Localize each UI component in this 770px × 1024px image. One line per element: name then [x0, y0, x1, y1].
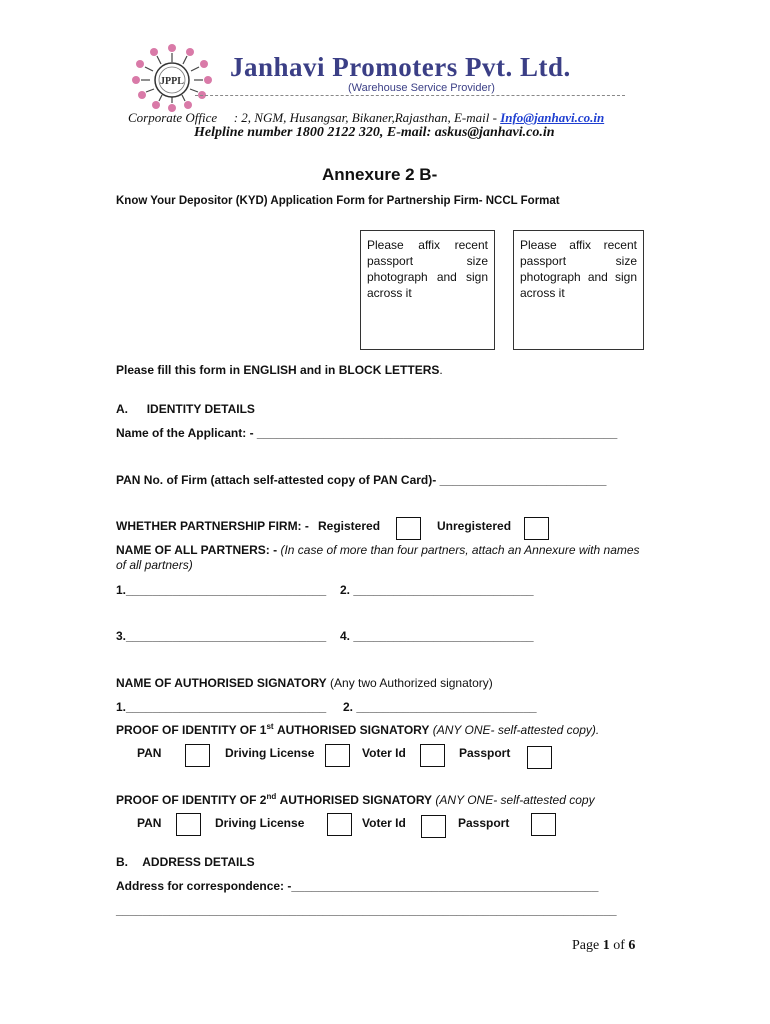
partners-label: NAME OF ALL PARTNERS: -	[116, 543, 278, 557]
applicant-name-field[interactable]: Name of the Applicant: - ______________________________________________________	[116, 426, 618, 440]
page-total: 6	[628, 938, 636, 953]
section-b-title: ADDRESS DETAILS	[142, 855, 255, 869]
logo-sunburst-icon	[124, 40, 220, 112]
proof-2-voter-checkbox[interactable]	[421, 815, 446, 838]
proof-1-voter-label: Voter Id	[362, 746, 406, 760]
proof-2-passport-checkbox[interactable]	[531, 813, 556, 836]
instruction-end: .	[439, 363, 443, 377]
unregistered-label: Unregistered	[437, 519, 512, 533]
proof-1-passport-label: Passport	[459, 746, 511, 760]
instruction-main: Please fill this form in ENGLISH and in BLOCK LETTERS	[116, 363, 440, 377]
photo-box-1	[360, 230, 495, 350]
proof-1-voter-checkbox[interactable]	[420, 744, 445, 767]
page-number	[572, 938, 635, 954]
partner-4-field[interactable]: 4. ___________________________	[340, 629, 534, 643]
photo-box-text: passport size	[367, 254, 488, 268]
photo-box-text: Please affix recent	[367, 238, 488, 252]
page-title: Annexure 2 B-	[322, 165, 438, 184]
proof-1-driving-label: Driving License	[225, 746, 315, 760]
proof-2-passport-label: Passport	[458, 816, 510, 830]
photo-box-text: Please affix recent	[520, 238, 637, 252]
proof-2-pan-label: PAN	[137, 816, 162, 830]
section-a-title: IDENTITY DETAILS	[146, 402, 255, 416]
partner-3-field[interactable]: 3.______________________________	[116, 629, 327, 643]
registered-checkbox[interactable]	[396, 517, 421, 540]
partner-1-field[interactable]: 1.______________________________	[116, 583, 327, 597]
proof-1-heading	[116, 722, 599, 737]
registered-label: Registered	[318, 519, 381, 533]
company-name: Janhavi Promoters Pvt. Ltd.	[230, 52, 571, 82]
signatory-label: NAME OF AUTHORISED SIGNATORY	[116, 676, 327, 690]
photo-box-text: across it	[367, 286, 412, 300]
unregistered-checkbox[interactable]	[524, 517, 549, 540]
helpline-line: Helpline number 1800 2122 320, E-mail: askus@janhavi.co.in	[194, 125, 555, 140]
office-label: Corporate Office	[128, 110, 218, 125]
proof-2-prefix: PROOF OF IDENTITY OF 2	[116, 793, 267, 807]
photo-box-text: photograph and sign	[520, 270, 637, 284]
proof-1-note: (ANY ONE- self-attested copy).	[432, 723, 600, 737]
partners-note: (In case of more than four partners, attach an Annexure with names	[280, 543, 640, 557]
proof-1-prefix: PROOF OF IDENTITY OF 1	[116, 723, 267, 737]
section-b-letter: B.	[116, 855, 128, 869]
signatory-heading	[116, 676, 493, 690]
proof-1-pan-label: PAN	[137, 746, 162, 760]
header-divider	[195, 95, 625, 96]
section-a-letter: A.	[116, 402, 128, 416]
proof-2-suffix: AUTHORISED SIGNATORY	[279, 793, 433, 807]
company-logo	[124, 40, 220, 112]
logo-text: JPPL	[160, 76, 184, 87]
proof-1-passport-checkbox[interactable]	[527, 746, 552, 769]
photo-box-text: photograph and sign	[367, 270, 488, 284]
page-prefix: Page	[572, 938, 600, 953]
address-field-line-2[interactable]: ___________________________________________________________________________	[116, 903, 617, 917]
partner-2-field[interactable]: 2. ___________________________	[340, 583, 534, 597]
proof-1-driving-checkbox[interactable]	[325, 744, 350, 767]
page-of: of	[613, 938, 625, 953]
proof-2-driving-label: Driving License	[215, 816, 305, 830]
pan-number-field[interactable]: PAN No. of Firm (attach self-attested copy of PAN Card)- _________________________	[116, 473, 607, 487]
proof-1-sup: st	[266, 722, 274, 731]
photo-box-2	[513, 230, 644, 350]
signatory-note: (Any two Authorized signatory)	[330, 676, 493, 690]
proof-2-voter-label: Voter Id	[362, 816, 406, 830]
partners-heading	[116, 543, 640, 557]
proof-1-suffix: AUTHORISED SIGNATORY	[276, 723, 430, 737]
instruction-text	[116, 363, 443, 377]
photo-box-text: across it	[520, 286, 565, 300]
partners-note-cont: of all partners)	[116, 558, 193, 572]
office-address: : 2, NGM, Husangsar, Bikaner,Rajasthan, E-mail -	[233, 110, 497, 125]
section-a-heading	[116, 402, 255, 416]
form-subtitle: Know Your Depositor (KYD) Application Form for Partnership Firm- NCCL Format	[116, 195, 560, 207]
proof-2-sup: nd	[266, 792, 277, 801]
company-subtitle: (Warehouse Service Provider)	[348, 82, 495, 94]
corporate-office-line	[128, 110, 604, 126]
address-field[interactable]: Address for correspondence: -______________________________________________	[116, 879, 599, 893]
proof-2-pan-checkbox[interactable]	[176, 813, 201, 836]
proof-2-note: (ANY ONE- self-attested copy	[435, 793, 595, 807]
photo-box-text: passport size	[520, 254, 637, 268]
proof-2-driving-checkbox[interactable]	[327, 813, 352, 836]
partnership-label: WHETHER PARTNERSHIP FIRM: -	[116, 519, 309, 533]
signatory-2-field[interactable]: 2. ___________________________	[343, 700, 537, 714]
section-b-heading	[116, 855, 255, 869]
signatory-1-field[interactable]: 1.______________________________	[116, 700, 327, 714]
office-email-link[interactable]: Info@janhavi.co.in	[500, 110, 605, 125]
proof-1-pan-checkbox[interactable]	[185, 744, 210, 767]
proof-2-heading	[116, 792, 595, 807]
page-current: 1	[602, 938, 610, 953]
